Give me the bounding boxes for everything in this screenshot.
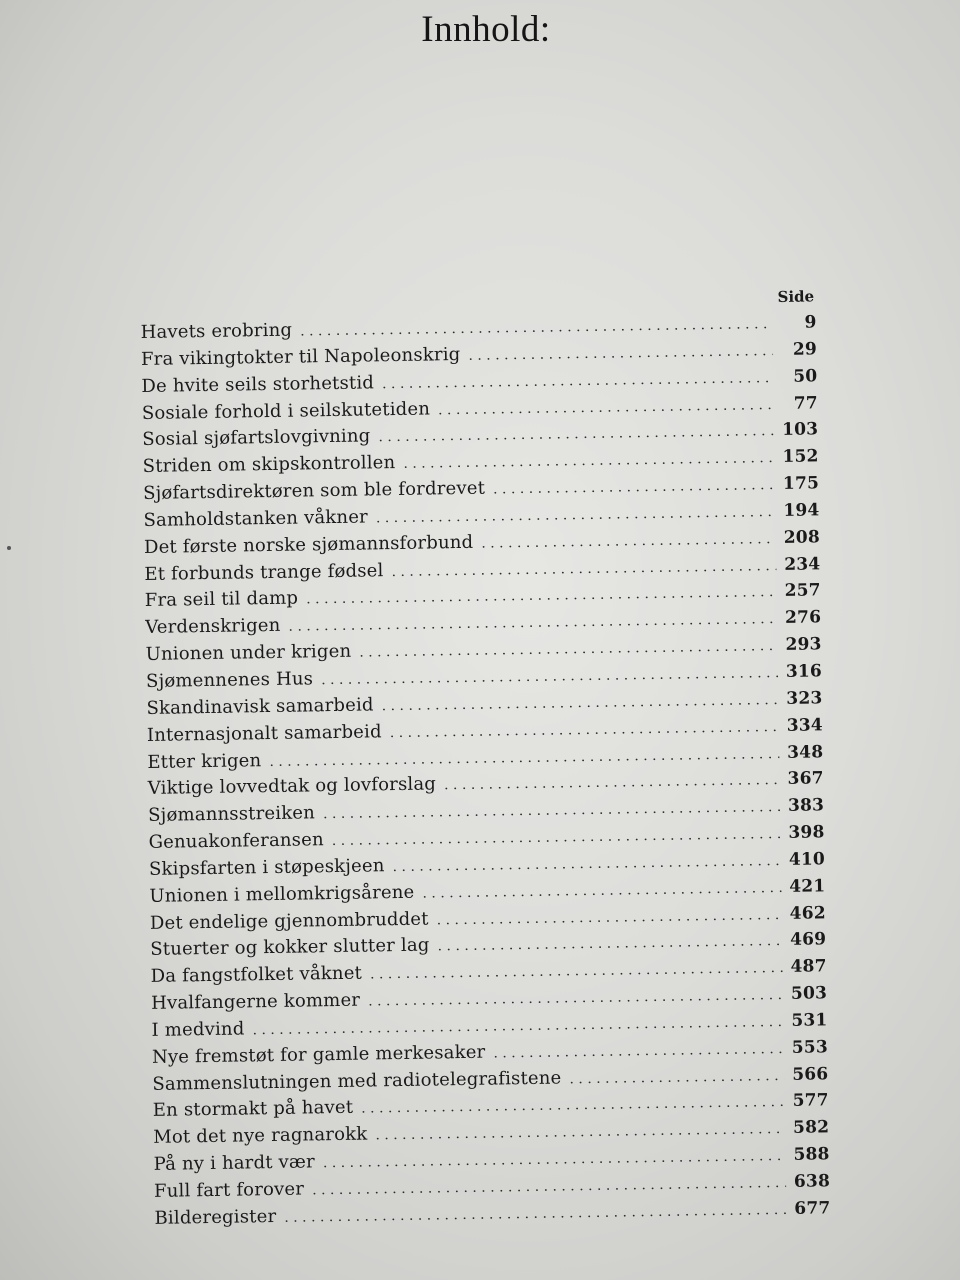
toc-entry-page-number: 103 (781, 419, 819, 441)
toc-entry-title: Hvalfangerne kommer (150, 989, 361, 1015)
toc-entry-title: Sosial sjøfartslovgivning (142, 425, 371, 451)
page-title: Innhold: (421, 9, 551, 50)
table-of-contents (140, 283, 831, 1232)
toc-entry-page-number: 316 (785, 661, 823, 682)
toc-entry-page-number: 469 (789, 929, 827, 951)
toc-entry-page-number: 334 (786, 714, 824, 736)
toc-entry-title: Et forbunds trange fødsel (144, 559, 384, 585)
toc-entry-page-number: 257 (784, 580, 821, 602)
toc-entry-page-number: 553 (791, 1037, 829, 1058)
toc-entry-page-number: 50 (793, 366, 818, 387)
toc-entry-title: Da fangstfolket våknet (150, 962, 363, 988)
toc-entry-title: En stormakt på havet (152, 1097, 354, 1122)
toc-entry-title: Striden om skipskontrollen (142, 452, 396, 478)
toc-entry-title: Det første norske sjømannsforbund (143, 531, 474, 558)
toc-entry-page-number: 638 (793, 1171, 831, 1192)
toc-entry-title: Stuerter og kokker slutter lag (150, 934, 430, 961)
toc-entry-title: I medvind (151, 1018, 245, 1041)
toc-entry-title: Skipsfarten i støpeskjeen (148, 855, 385, 880)
toc-entry-page-number: 531 (791, 1010, 828, 1031)
toc-entry-title: Bilderegister (154, 1205, 277, 1229)
toc-entry-title: Nye fremstøt for gamle merkesaker (151, 1041, 486, 1068)
toc-entry-title: Unionen under krigen (145, 640, 352, 666)
toc-entry-page-number: 582 (792, 1117, 830, 1139)
toc-entry-page-number: 293 (785, 634, 822, 656)
page-column-label: Side (777, 287, 815, 306)
toc-entry-title: På ny i hardt vær (153, 1151, 316, 1176)
toc-entry-page-number: 323 (786, 688, 823, 709)
paper-speck (7, 546, 11, 550)
toc-entry-page-number: 503 (790, 983, 828, 1004)
toc-entry-title: Sammenslutningen med radiotelegrafistene (152, 1067, 562, 1095)
toc-entry-page-number: 577 (792, 1090, 829, 1112)
toc-entry-page-number: 367 (787, 768, 824, 790)
toc-entry-page-number: 194 (783, 500, 820, 521)
toc-entry-title: Unionen i mellomkrigsårene (149, 881, 415, 907)
toc-entry-page-number: 421 (789, 876, 826, 897)
toc-entry-page-number: 410 (788, 849, 826, 870)
toc-entry-title: Fra seil til damp (144, 587, 299, 612)
toc-entry-title: Sjømannsstreiken (148, 802, 316, 827)
toc-entry-page-number: 276 (784, 607, 822, 629)
toc-entry-page-number: 462 (789, 902, 826, 924)
toc-entry-title: Sjømennenes Hus (145, 668, 314, 692)
toc-entry-list (140, 309, 830, 1232)
toc-entry-title: Sjøfartsdirektøren som ble fordrevet (142, 477, 486, 505)
toc-entry-title: Internasjonalt samarbeid (146, 720, 382, 746)
toc-entry-title: Fra vikingtokter til Napoleonskrig (140, 343, 461, 370)
toc-entry-page-number: 9 (804, 312, 817, 333)
toc-entry-page-number: 77 (793, 392, 818, 414)
dot-leader (569, 1063, 784, 1093)
toc-entry-title: Det endelige gjennombruddet (149, 908, 429, 934)
toc-entry-title: Mot det nye ragnarokk (153, 1123, 368, 1149)
toc-entry-title: Genuakonferansen (148, 829, 324, 853)
toc-entry-page-number: 383 (787, 795, 825, 817)
toc-entry-title: Full fart forover (153, 1178, 305, 1202)
toc-entry-page-number: 175 (782, 473, 820, 494)
toc-entry-title: Samholdstanken våkner (143, 506, 369, 531)
toc-entry-page-number: 398 (788, 822, 825, 843)
toc-entry-page-number: 348 (787, 741, 824, 763)
toc-entry-page-number: 677 (794, 1198, 831, 1219)
toc-entry-page-number: 208 (783, 527, 821, 548)
toc-entry-page-number: 234 (784, 553, 821, 575)
toc-entry-title: Sosiale forhold i seilskutetiden (141, 397, 431, 424)
toc-entry-page-number: 588 (793, 1144, 830, 1165)
toc-entry-page-number: 152 (782, 446, 819, 468)
toc-entry-page-number: 487 (790, 956, 827, 978)
toc-entry-title: Etter krigen (147, 749, 262, 773)
toc-entry-page-number: 29 (792, 339, 818, 360)
toc-entry-title: Skandinavisk samarbeid (146, 694, 374, 719)
toc-entry-title: Havets erobring (140, 319, 293, 343)
toc-entry-title: Viktige lovvedtak og lovforslag (147, 773, 437, 800)
toc-entry-title: De hvite seils storhetstid (141, 372, 375, 397)
toc-entry-title: Verdenskrigen (145, 615, 281, 639)
toc-entry-page-number: 566 (792, 1063, 829, 1085)
